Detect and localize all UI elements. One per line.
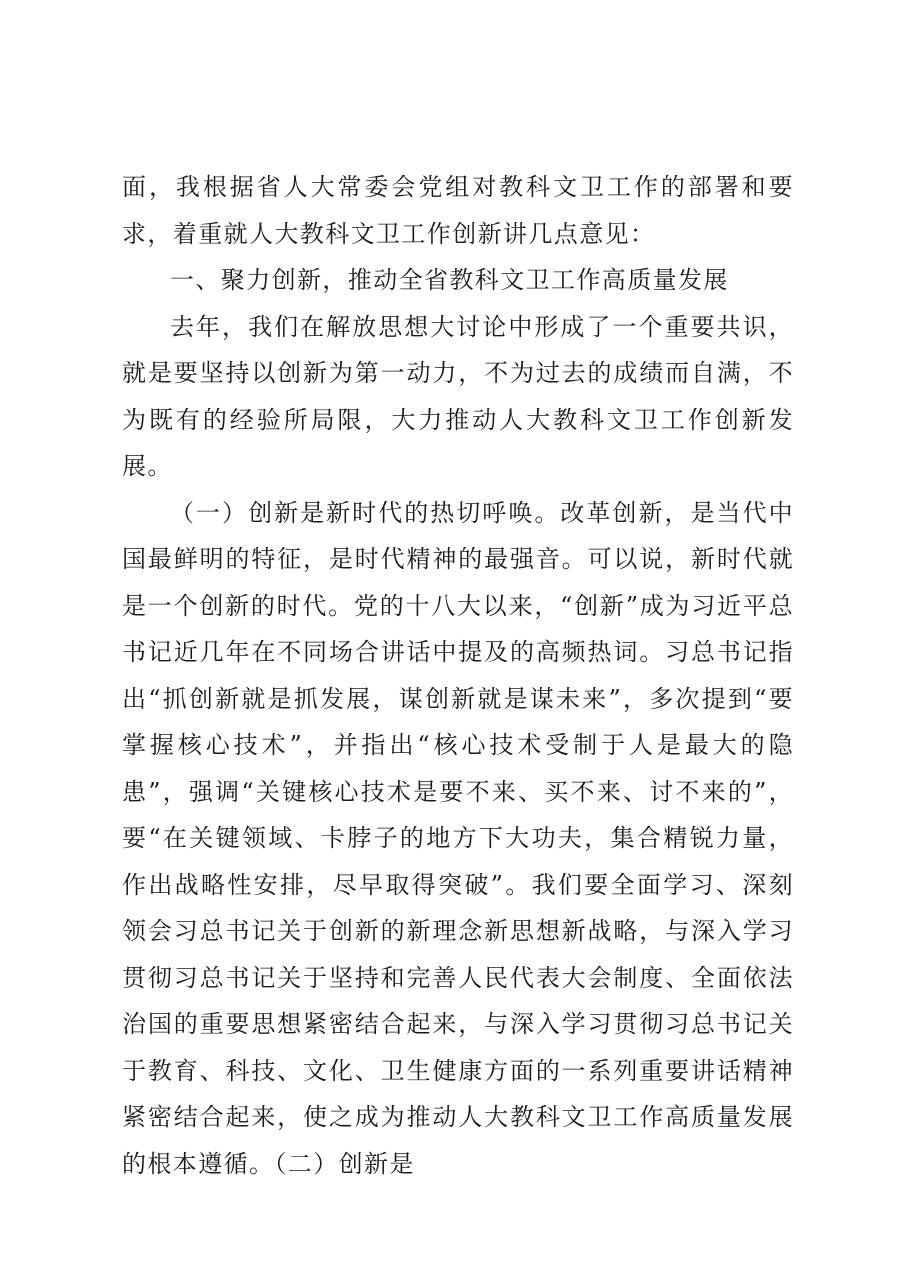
paragraph-last-year: 去年，我们在解放思想大讨论中形成了一个重要共识，就是要坚持以创新为第一动力，不为过去的成绩而自满，不为既有的经验所局限，大力推动人大教科文卫工作创新发展。	[122, 312, 794, 480]
paragraph-section-1: （一）创新是新时代的热切呼唤。改革创新，是当代中国最鲜明的特征，是时代精神的最强音。可以说，新时代就是一个创新的时代。党的十八大以来，“创新”成为习近平总书记近几年在不同场合讲话中提及的高频热词。习总书记指出“抓创新就是抓发展，谋创新就是谋未来”，多次提到“要掌握核心技术”，并指出“核心技术受制于人是最大的隐患”，强调“关键核心技术是要不来、买不来、讨不来的”，要“在关键领域、卡脖子的地方下大功夫，集合精锐力量，作出战略性安排，尽早取得突破”。我们要全面学习、深刻领会习总书记关于创新的新理念新思想新战略，与深入学习贯彻习总书记关于坚持和完善人民代表大会制度、全面依法治国的重要思想紧密结合起来，与深入学习贯彻习总书记关于教育、科技、文化、卫生健康方面的一系列重要讲话精神紧密结合起来，使之成为推动人大教科文卫工作高质量发展的根本遵循。（二）创新是	[122, 498, 794, 1178]
section-heading-1: 一、聚力创新，推动全省教科文卫工作高质量发展	[170, 266, 729, 294]
paragraph-intro: 面，我根据省人大常委会党组对教科文卫工作的部署和要求，着重就人大教科文卫工作创新讲几点意见：	[122, 173, 794, 248]
document-body	[122, 164, 794, 1187]
